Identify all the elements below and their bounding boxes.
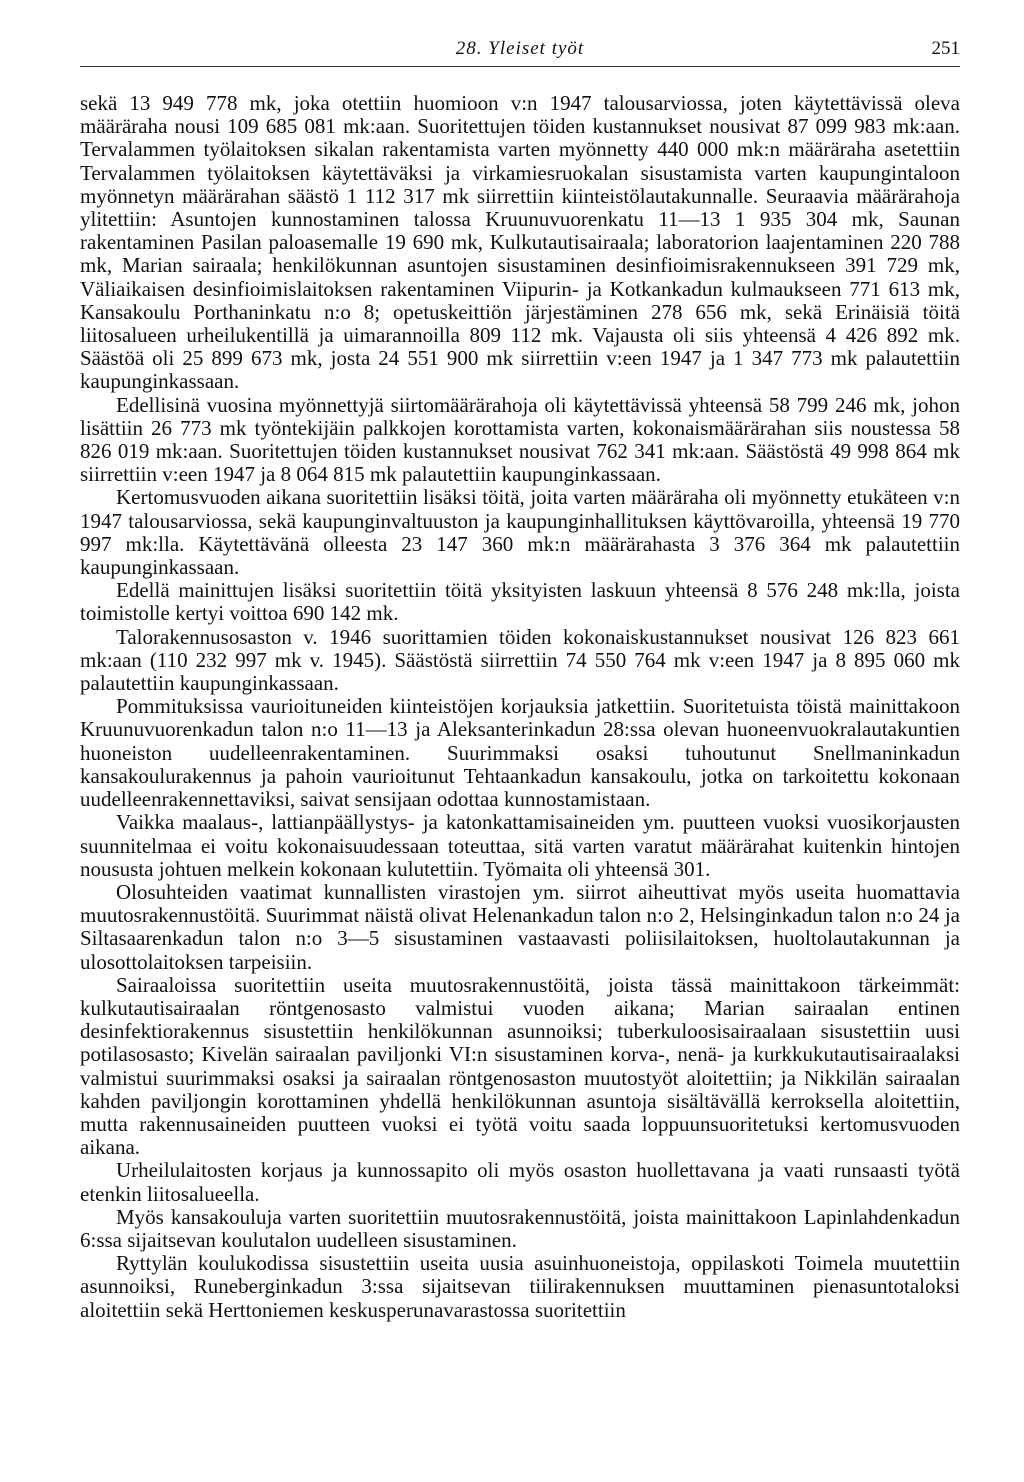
paragraph: Kertomusvuoden aikana suoritettiin lisäksi töitä, joita varten määräraha oli myönnetty etukäteen v:n 1947 talousarviossa, sekä kaupunginvaltuuston ja kaupunginhallituksen käyttövaroilla, yhteensä 19 770 997 mk:lla. Käytettävänä olleesta 23 147 360 mk:n määrärahasta 3 376 364 mk palautettiin kaupunginkassaan. bbox=[80, 485, 960, 580]
page-number: 251 bbox=[931, 38, 960, 59]
paragraph: sekä 13 949 778 mk, joka otettiin huomioon v:n 1947 talousarviossa, joten käytettävissä oleva määräraha nousi 109 685 081 mk:aan. Suoritettujen töiden kustannukset nousivat 87 099 983 mk:aan. Tervalammen työlaitoksen sikalan rakentamista varten myönnetty 440 000 mk:n määräraha asetettiin Tervalammen työlaitoksen käytettäväksi ja virkamiesruokalan sisustamista varten kaupungintaloon myönnetyn määrärahan säästö 1 112 317 mk siirrettiin kiinteistölautakunnalle. Seuraavia määrärahoja ylitettiin: Asuntojen kunnostaminen talossa Kruunuvuorenkatu 11—13 1 935 304 mk, Saunan rakentaminen Pasilan paloasemalle 19 690 mk, Kulkutautisairaala; laboratorion laajentaminen 220 788 mk, Marian sairaala; henkilökunnan asuntojen sisustaminen desinfioimisrakennukseen 391 729 mk, Väliaikaisen desinfioimislaitoksen rakentaminen Viipurin- ja Kotkankadun kulmaukseen 771 613 mk, Kansakoulu Porthaninkatu n:o 8; opetuskeittiön järjestäminen 278 656 mk, sekä Erinäisiä töitä liitosalueen urheilukentillä ja uimarannoilla 809 112 mk. Vajausta oli siis yhteensä 4 426 892 mk. Säästöä oli 25 899 673 mk, josta 24 551 900 mk siirrettiin v:een 1947 ja 1 347 773 mk palautettiin kaupunginkassaan. bbox=[80, 91, 960, 394]
running-title: 28. Yleiset työt bbox=[455, 38, 585, 59]
paragraph: Urheilulaitosten korjaus ja kunnossapito oli myös osaston huollettavana ja vaati runsaasti työtä etenkin liitosalueella. bbox=[80, 1158, 960, 1206]
paragraph: Talorakennusosaston v. 1946 suorittamien töiden kokonaiskustannukset nousivat 126 823 661 mk:aan (110 232 997 mk v. 1945). Säästöstä siirrettiin 74 550 764 mk v:een 1947 ja 8 895 060 mk palautettiin kaupunginkassaan. bbox=[80, 624, 960, 696]
paragraph: Vaikka maalaus-, lattianpäällystys- ja katonkattamisaineiden ym. puutteen vuoksi vuosikorjausten suunnitelmaa ei voitu kokonaisuudessaan toteuttaa, sitä varten varatut määrärahat kuitenkin hintojen noususta johtuen melkein kokonaan kulutettiin. Työmaita oli yhteensä 301. bbox=[80, 810, 960, 881]
paragraph: Edellä mainittujen lisäksi suoritettiin töitä yksityisten laskuun yhteensä 8 576 248 mk:lla, joista toimistolle kertyi voittoa 690 142 mk. bbox=[80, 578, 960, 626]
paragraph: Ryttylän koulukodissa sisustettiin useita uusia asuinhuoneistoja, oppilaskoti Toimela muutettiin asunnoiksi, Runeberginkadun 3:ssa sijaitsevan tiilirakennuksen muuttaminen pienasuntotaloksi aloitettiin sekä Herttoniemen keskusperunavarastossa suoritettiin bbox=[80, 1251, 960, 1322]
document-page bbox=[80, 30, 960, 1322]
header-divider bbox=[80, 66, 960, 67]
paragraph: Myös kansakouluja varten suoritettiin muutosrakennustöitä, joista mainittakoon Lapinlahdenkadun 6:ssa sijaitsevan koulutalon uudelleen sisustaminen. bbox=[80, 1204, 960, 1252]
paragraph: Sairaaloissa suoritettiin useita muutosrakennustöitä, joista tässä mainittakoon tärkeimmät: kulkutautisairaalan röntgenosasto valmistui vuoden aikana; Marian sairaalan entinen desinfektiorakennus sisustettiin henkilökunnan asunnoiksi; tuberkuloosisairaalaan sisustettiin uusi potilasosasto; Kivelän sairaalan paviljonki VI:n sisustaminen korva-, nenä- ja kurkkukutautisairaalaksi valmistui suurimmaksi osaksi ja sairaalan röntgenosaston muutostyöt aloitettiin; ja Nikkilän sairaalan kahden paviljongin korottaminen yhdellä henkilökunnan asuntoja sisältävällä kerroksella aloitettiin, mutta rakennusaineiden puutteen vuoksi ei työtä voitu saada loppuunsuoritetuksi kertomusvuoden aikana. bbox=[80, 972, 960, 1160]
paragraph: Olosuhteiden vaatimat kunnallisten virastojen ym. siirrot aiheuttivat myös useita huomattavia muutosrakennustöitä. Suurimmat näistä olivat Helenankadun talon n:o 2, Helsinginkadun talon n:o 24 ja Siltasaarenkadun talon n:o 3—5 sisustaminen vastaavasti poliisilaitoksen, huoltolautakunnan ja ulosottolaitoksen tarpeisiin. bbox=[80, 879, 960, 974]
body-text bbox=[80, 92, 960, 1322]
paragraph: Edellisinä vuosina myönnettyjä siirtomäärärahoja oli käytettävissä yhteensä 58 799 246 mk, johon lisättiin 26 773 mk työntekijäin palkkojen korottamista varten, kokonaismäärärahan siis noustessa 58 826 019 mk:aan. Suoritettujen töiden kustannukset nousivat 762 341 mk:aan. Säästöstä 49 998 864 mk siirrettiin v:een 1947 ja 8 064 815 mk palautettiin kaupunginkassaan. bbox=[80, 392, 960, 487]
paragraph: Pommituksissa vaurioituneiden kiinteistöjen korjauksia jatkettiin. Suoritetuista töistä mainittakoon Kruunuvuorenkadun talon n:o 11—13 ja Aleksanterinkadun 28:ssa olevan huoneenvuokralautakuntien huoneiston uudelleenrakentaminen. Suurimmaksi osaksi tuhoutunut Snellmaninkadun kansakoulurakennus ja pahoin vaurioitunut Tehtaankadun kansakoulu, jotka on tarkoitettu kokonaan uudelleenrakennettaviksi, saivat sensijaan odottaa kunnostamistaan. bbox=[80, 694, 960, 812]
page-header bbox=[80, 30, 960, 70]
